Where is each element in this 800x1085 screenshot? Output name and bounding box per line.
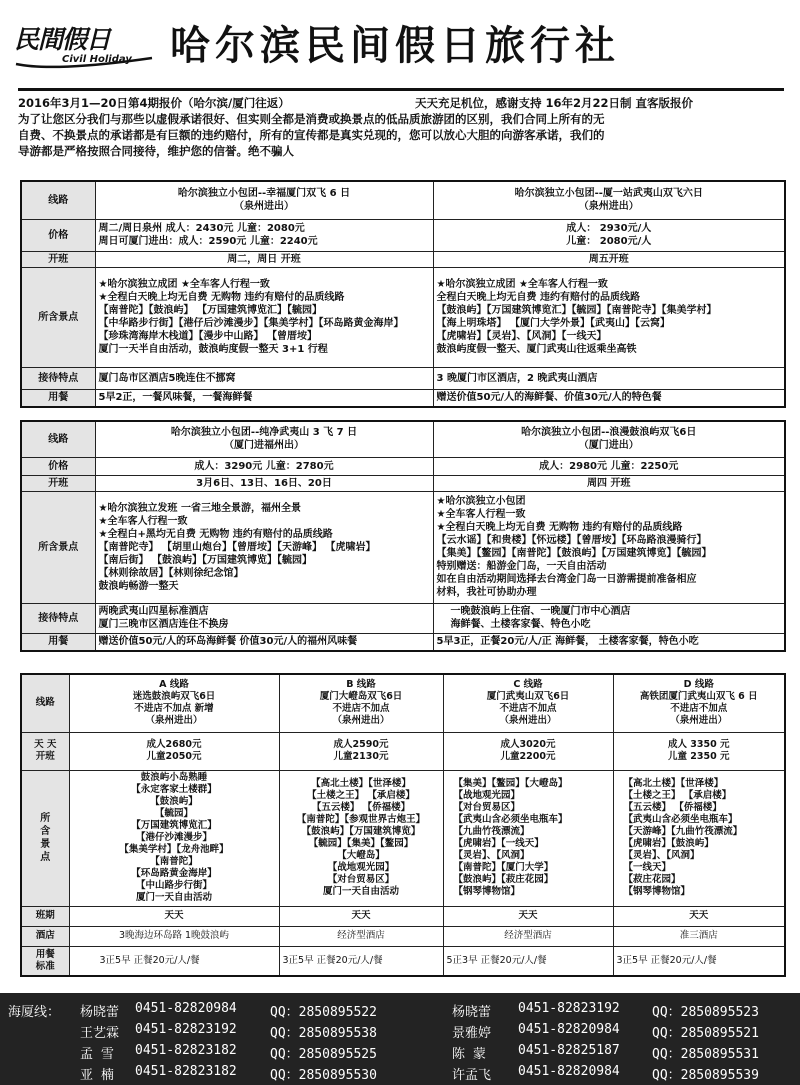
tour-scenic-list: ★哈尔滨独立发班 一省三地全景游，福州全景 ★全车客人行程一致 ★全程白+黑均无自费 无购物 违约有赔付的品质线路 【南普陀寺】 【胡里山炮台】【曾厝垵】【天游峰】 【虎啸岩】 【南后街】 【鼓浪屿】【万国建筑博览】【毓园】 【林则徐故居】【林则徐纪念馆】 鼓浪屿畅游一整天: [95, 491, 433, 603]
tour-title: 哈尔滨独立小包团--纯净武夷山 3 飞 7 日 （厦门进福州出）: [95, 421, 433, 457]
tour-price: 成人：3290元 儿童：2780元: [95, 457, 433, 475]
contact-qq[interactable]: QQ：2850895523: [652, 1005, 759, 1020]
label-class-period: 班期: [21, 906, 69, 926]
tour-table-3: [20, 673, 786, 977]
tour-reception: 厦门岛市区酒店5晚连住不挪窝: [95, 367, 433, 389]
route-d-scenic: 【高北土楼】【世泽楼】 【土楼之王】 【承启楼】 【五云楼】 【侨福楼】 【武夷山含必须坐电瓶车】 【天游峰】【九曲竹筏漂流】 【虎啸岩】【鼓浪屿】 【灵岩】、【风洞】 【一线天】 【菽庄花园】 【钢琴博物馆】: [613, 770, 785, 906]
route-b-meal: 3正5早 正餐20元/人/餐: [279, 946, 443, 976]
intro-line: 自费、不换景点的承诺都是有巨额的违约赔付，所有的宣传都是真实兑现的，您可以放心大胆的向游客承诺，我们的: [18, 128, 605, 142]
label-meal: 用餐: [21, 389, 95, 407]
tour-meal: 赠送价值50元/人的环岛海鲜餐 价值30元/人的福州风味餐: [95, 633, 433, 651]
label-route: 线路: [21, 181, 95, 219]
contact-name: 王艺霖: [80, 1026, 120, 1041]
tour-table-1: [20, 180, 786, 408]
contact-name: 亚 楠: [80, 1068, 114, 1083]
footer-prefix: 海厦线：: [8, 1005, 61, 1020]
label-route: 线路: [21, 421, 95, 457]
tour-table-2: [20, 420, 786, 652]
label-price: 价格: [21, 457, 95, 475]
route-a-meal: 3正5早 正餐20元/人/餐: [69, 946, 279, 976]
contact-qq[interactable]: QQ：2850895538: [270, 1026, 377, 1041]
contact-qq[interactable]: QQ：2850895525: [270, 1047, 377, 1062]
label-meal: 用餐: [21, 633, 95, 651]
route-b-hotel: 经济型酒店: [279, 926, 443, 946]
route-b-scenic: 【高北土楼】【世泽楼】 【土楼之王】 【承启楼】 【五云楼】 【侨福楼】 【南普陀】【参观世界古炮王】 【鼓浪屿】【万国建筑博览】 【毓园】【集美】【鳌园】 【大嶝岛】 【战地观光园】 【对台贸易区】 厦门一天自由活动: [279, 770, 443, 906]
contact-name: 景雅婷: [452, 1026, 492, 1041]
route-c-period: 天天: [443, 906, 613, 926]
tour-meal: 5早2正，一餐风味餐，一餐海鲜餐: [95, 389, 433, 407]
contact-phone[interactable]: 0451-82820984: [518, 1064, 620, 1079]
label-daily-schedule: 天 天 开班: [21, 732, 69, 770]
route-a-scenic: 鼓浪屿小岛熟睡 【永定客家土楼群】 【鼓浪屿】 【毓园】 【万国建筑博览汇】 【港仔沙滩漫步】 【集美学村】【龙舟池畔】 【南普陀】 【环岛路黄金海岸】 【中山路步行街】 厦门一天自由活动: [69, 770, 279, 906]
logo-text: 民間假日: [14, 25, 111, 54]
contact-phone[interactable]: 0451-82823182: [135, 1064, 237, 1079]
contact-phone[interactable]: 0451-82825187: [518, 1043, 620, 1058]
route-a-head: A 线路 迷选鼓浪屿双飞6日 不进店不加点 新增 （泉州进出）: [69, 674, 279, 732]
route-d-head: D 线路 高铁团厦门武夷山双飞 6 日 不进店不加点 （泉州进出）: [613, 674, 785, 732]
route-d-meal: 3正5早 正餐20元/人/餐: [613, 946, 785, 976]
tour-scenic-list: ★哈尔滨独立成团 ★全车客人行程一致 全程白天晚上均无自费 违约有赔付的品质线路 【鼓浪屿】【万国建筑博览汇】【毓园】【南普陀寺】【集美学村】 【海上明珠塔】 【厦门大学外景】【武夷山】【云窝】 【虎啸岩】【灵岩】、【风洞】【一线天】 鼓浪屿度假一整天、厦门武夷山往返乘坐高铁: [433, 267, 785, 367]
route-c-head: C 线路 厦门武夷山双飞6日 不进店不加点 （泉州进出）: [443, 674, 613, 732]
label-scenic: 所 含 景 点: [21, 770, 69, 906]
tour-price: 周二/周日泉州 成人：2430元 儿童：2080元 周日可厦门进出：成人：2590元 儿童：2240元: [95, 219, 433, 251]
intro-line: 导游都是严格按照合同接待，维护您的信誉。绝不骗人: [18, 144, 294, 158]
contact-phone[interactable]: 0451-82820984: [135, 1001, 237, 1016]
route-b-price: 成人2590元 儿童2130元: [279, 732, 443, 770]
label-price: 价格: [21, 219, 95, 251]
label-scenic: 所含景点: [21, 491, 95, 603]
intro-text: [18, 95, 784, 159]
logo-subtitle: Civil Holiday: [62, 54, 132, 65]
route-a-hotel: 3晚海边环岛路 1晚鼓浪屿: [69, 926, 279, 946]
intro-notice: 天天充足机位，感谢支持 16年2月22日制 直客版报价: [415, 96, 694, 110]
label-meal-standard: 用餐 标准: [21, 946, 69, 976]
label-schedule: 开班: [21, 475, 95, 491]
contact-qq[interactable]: QQ：2850895522: [270, 1005, 377, 1020]
contact-phone[interactable]: 0451-82823192: [518, 1001, 620, 1016]
label-reception: 接待特点: [21, 603, 95, 633]
contact-phone[interactable]: 0451-82823182: [135, 1043, 237, 1058]
tour-reception: 两晚武夷山四星标准酒店 厦门三晚市区酒店连住不换房: [95, 603, 433, 633]
route-a-period: 天天: [69, 906, 279, 926]
route-d-price: 成人 3350 元 儿童 2350 元: [613, 732, 785, 770]
tour-schedule: 周四 开班: [433, 475, 785, 491]
label-reception: 接待特点: [21, 367, 95, 389]
tour-reception: 一晚鼓浪屿上住宿、一晚厦门市中心酒店 海鲜餐、土楼客家餐、特色小吃: [433, 603, 785, 633]
contact-name: 许孟飞: [452, 1068, 492, 1083]
contact-qq[interactable]: QQ：2850895531: [652, 1047, 759, 1062]
route-b-head: B 线路 厦门大嶝岛双飞6日 不进店不加点 （泉州进出）: [279, 674, 443, 732]
contact-phone[interactable]: 0451-82820984: [518, 1022, 620, 1037]
label-hotel: 酒店: [21, 926, 69, 946]
label-scenic: 所含景点: [21, 267, 95, 367]
contact-name: 陈 蒙: [452, 1047, 486, 1062]
route-a-price: 成人2680元 儿童2050元: [69, 732, 279, 770]
tour-schedule: 3月6日、13日、16日、20日: [95, 475, 433, 491]
route-c-price: 成人3020元 儿童2200元: [443, 732, 613, 770]
tour-title: 哈尔滨独立小包团--浪漫鼓浪屿双飞6日 （厦门进出）: [433, 421, 785, 457]
contact-name: 孟 雪: [80, 1047, 114, 1062]
route-c-scenic: 【集美】【鳌园】【大嶝岛】 【战地观光园】 【对台贸易区】 【武夷山含必须坐电瓶车】 【九曲竹筏漂流】 【虎啸岩】【一线天】 【灵岩】、【风洞】 【南普陀】【厦门大学】 【鼓浪屿】【菽庄花园】 【钢琴博物馆】: [443, 770, 613, 906]
contact-qq[interactable]: QQ：2850895521: [652, 1026, 759, 1041]
contact-phone[interactable]: 0451-82823192: [135, 1022, 237, 1037]
route-b-period: 天天: [279, 906, 443, 926]
tour-price: 成人： 2930元/人 儿童： 2080元/人: [433, 219, 785, 251]
route-c-meal: 5正3早 正餐20元/人/餐: [443, 946, 613, 976]
label-route: 线路: [21, 674, 69, 732]
tour-title: 哈尔滨独立小包团--幸福厦门双飞 6 日 （泉州进出）: [95, 181, 433, 219]
route-c-hotel: 经济型酒店: [443, 926, 613, 946]
label-schedule: 开班: [21, 251, 95, 267]
tour-reception: 3 晚厦门市区酒店，2 晚武夷山酒店: [433, 367, 785, 389]
header-divider: [18, 88, 784, 91]
tour-scenic-list: ★哈尔滨独立小包团 ★全车客人行程一致 ★全程白天晚上均无自费 无购物 违约有赔付的品质线路 【云水谣】【和贵楼】【怀远楼】【曾厝垵】【环岛路浪漫骑行】 【集美】【鳌园】【南普陀】【鼓浪屿】【万国建筑博览】【毓园】 特别赠送：船游金门岛，一天自由活动 如在自由活动期间选择去台湾金门岛一日游需提前准备相应 材料，我社可协助办理: [433, 491, 785, 603]
contact-qq[interactable]: QQ：2850895530: [270, 1068, 377, 1083]
tour-title: 哈尔滨独立小包团--厦一站武夷山双飞六日 （泉州进出）: [433, 181, 785, 219]
route-d-period: 天天: [613, 906, 785, 926]
tour-meal: 赠送价值50元/人的海鲜餐、价值30元/人的特色餐: [433, 389, 785, 407]
tour-schedule: 周五开班: [433, 251, 785, 267]
contact-name: 杨晓蕾: [452, 1005, 492, 1020]
tour-schedule: 周二，周日 开班: [95, 251, 433, 267]
tour-price: 成人：2980元 儿童：2250元: [433, 457, 785, 475]
tour-meal: 5早3正，正餐20元/人/正 海鲜餐， 土楼客家餐，特色小吃: [433, 633, 785, 651]
company-name: 哈尔滨民间假日旅行社: [170, 22, 620, 69]
header: [0, 0, 800, 88]
contact-footer: [0, 993, 800, 1085]
intro-period: 2016年3月1—20日第4期报价（哈尔滨/厦门往返）: [18, 96, 290, 110]
contact-name: 杨晓蕾: [80, 1005, 120, 1020]
contact-qq[interactable]: QQ：2850895539: [652, 1068, 759, 1083]
route-d-hotel: 准三酒店: [613, 926, 785, 946]
intro-line: 为了让您区分我们与那些以虚假承诺很好、但实则全都是消费或换景点的低品质旅游团的区别，我们合同上所有的无: [18, 112, 605, 126]
company-logo: [14, 16, 144, 74]
tour-scenic-list: ★哈尔滨独立成团 ★全车客人行程一致 ★全程白天晚上均无自费 无购物 违约有赔付的品质线路 【南普陀】【鼓浪屿】 【万国建筑博览汇】【毓园】 【中华路步行街】【港仔后沙滩漫步】【集美学村】【环岛路黄金海岸】 【珍珠湾海岸木栈道】【漫步中山路】 【曾厝垵】 厦门一天半自由活动，鼓浪屿度假一整天 3+1 行程: [95, 267, 433, 367]
